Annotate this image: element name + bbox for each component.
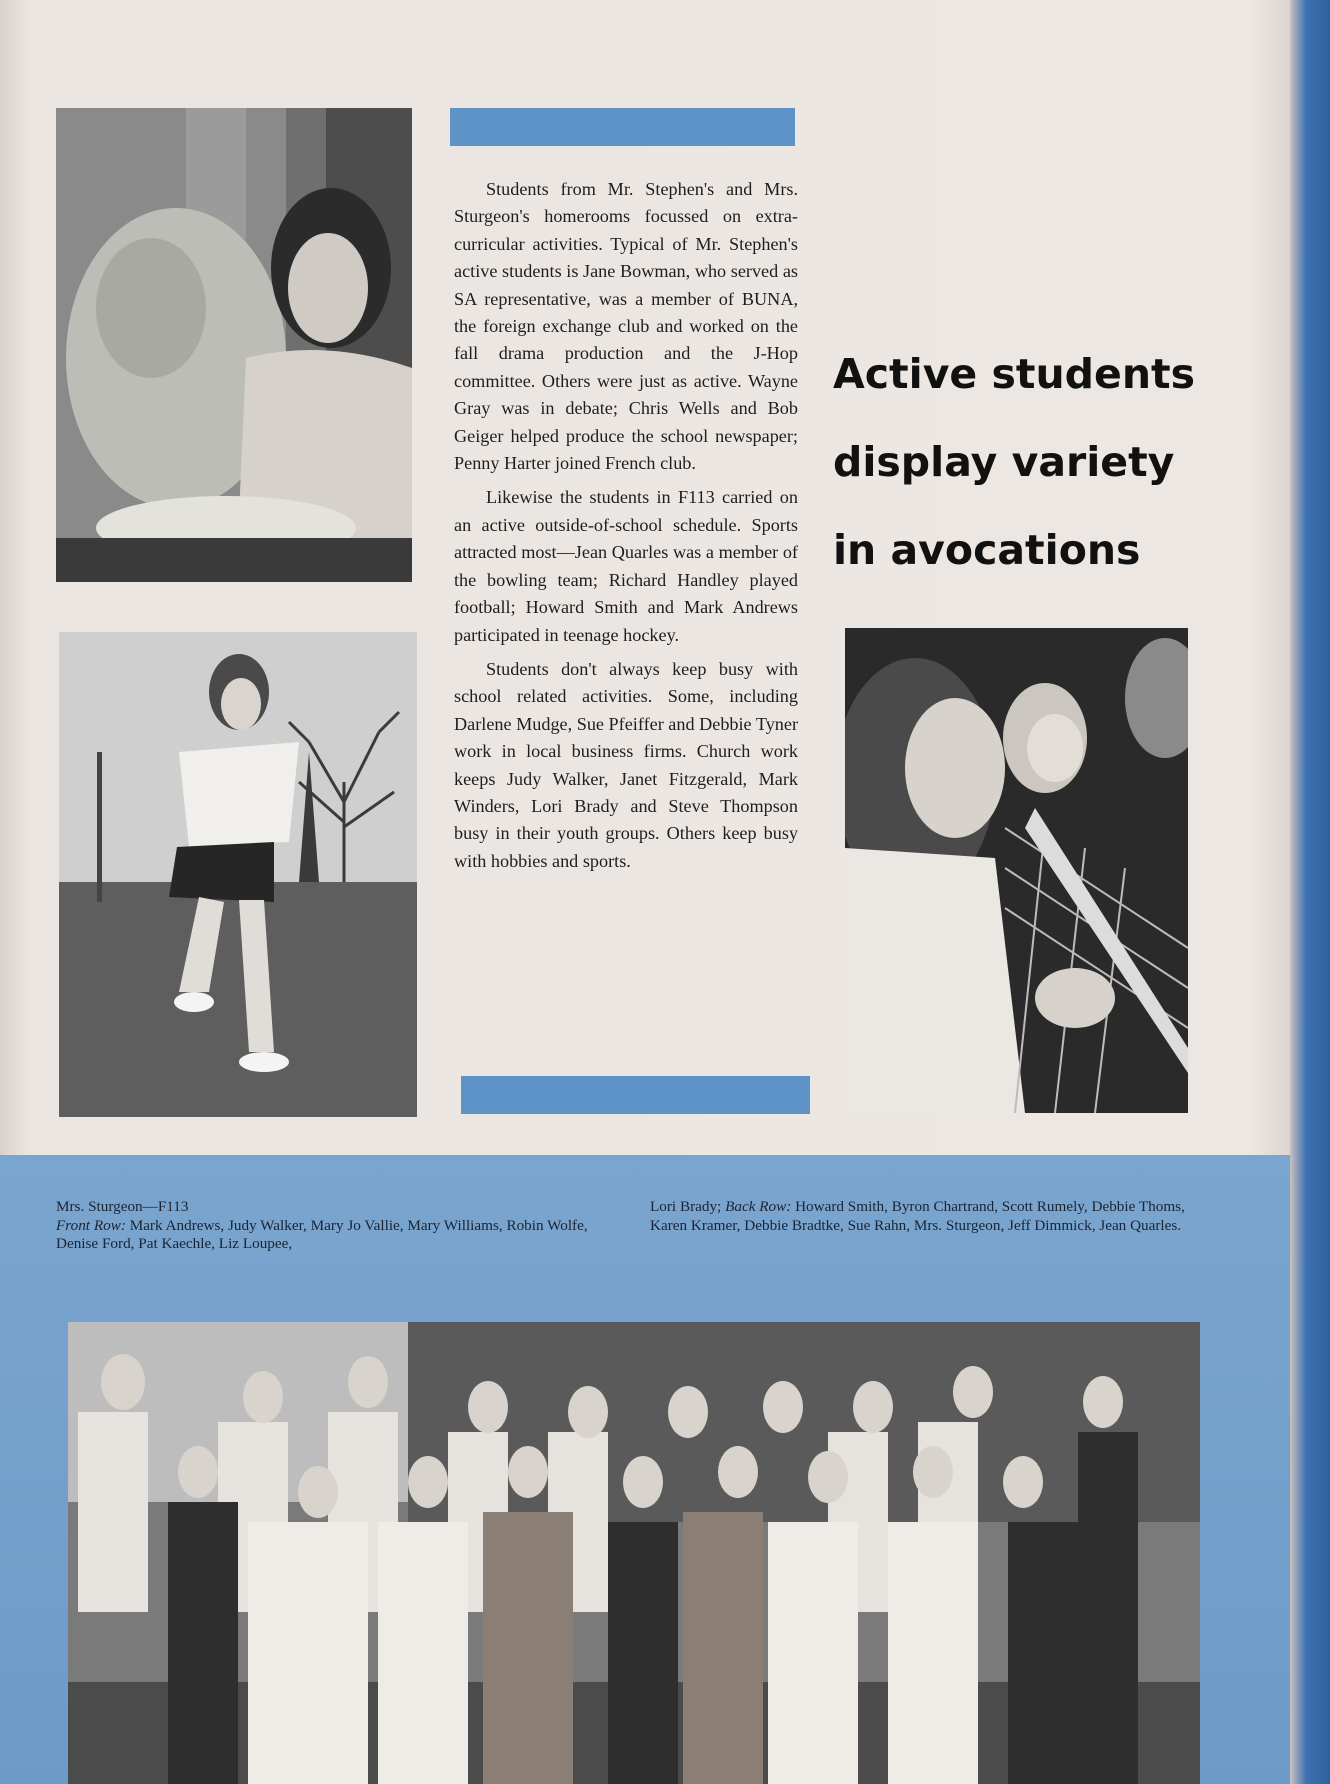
caption-back-row-names: Howard Smith, Byron Chartrand, Scott Rumely, Debbie Thoms, Karen Kramer, Debbie Bradtke, Sue Rahn, Mrs. Sturgeon, Jeff Dimmick, Jean Quarles. [650,1198,1185,1234]
caption-homeroom: Mrs. Sturgeon—F113 [56,1198,189,1215]
caption-front-row-names: Mark Andrews, Judy Walker, Mary Jo Vallie, Mary Williams, Robin Wolfe, Denise Ford, Pat Kaechle, Liz Loupee, [56,1216,588,1252]
caption-front-row-label: Front Row: [56,1216,126,1234]
headline-line: in avocations [833,526,1141,574]
article-paragraph: Students don't always keep busy with school related activities. Some, including Darlene Mudge, Sue Pfeiffer and Debbie Tyner work in local business firms. Church work keeps Judy Walker, Janet Fitzgerald, Mark Winders, Lori Brady and Steve Thompson busy in their youth groups. Others keep busy with hobbies and sports. [454,658,799,871]
article-paragraph: Likewise the students in F113 carried on an active outside-of-school schedule. Sports attracted most—Jean Quarles was a member of the bowling team; Richard Handley played football; Howard Smith and Mark Andrews participated in teenage hockey. [454,487,798,645]
photo-homeroom-group [68,1322,1200,1784]
accent-bar-bottom [461,1076,810,1114]
accent-bar-top [450,108,795,146]
caption-front-row [56,1217,622,1254]
book-spine-edge [1290,0,1330,1784]
headline-line: display variety [833,438,1175,486]
photo-students-at-fence [845,628,1188,1113]
photo-caption-right [650,1198,1185,1235]
article-body [454,176,798,882]
caption-back-row [650,1198,1185,1235]
headline-line: Active students [833,350,1196,398]
caption-continued-names: Lori Brady; [650,1198,726,1215]
article-paragraph: Students from Mr. Stephen's and Mrs. Sturgeon's homerooms focussed on extra-curricular activities. Typical of Mr. Stephen's active students is Jane Bowman, who served as SA representative, was a member of BUNA, the foreign exchange club and worked on the fall drama production and the J-Hop committee. Others were just as active. Wayne Gray was in debate; Chris Wells and Bob Geiger helped produce the school newspaper; Penny Harter joined French club. [454,179,798,474]
caption-back-row-label: Back Row: [725,1198,792,1215]
photo-student-with-stuffed-animal [56,108,412,582]
photo-caption-left [56,1198,622,1254]
photo-student-running [59,632,417,1117]
page-headline [833,330,1213,594]
